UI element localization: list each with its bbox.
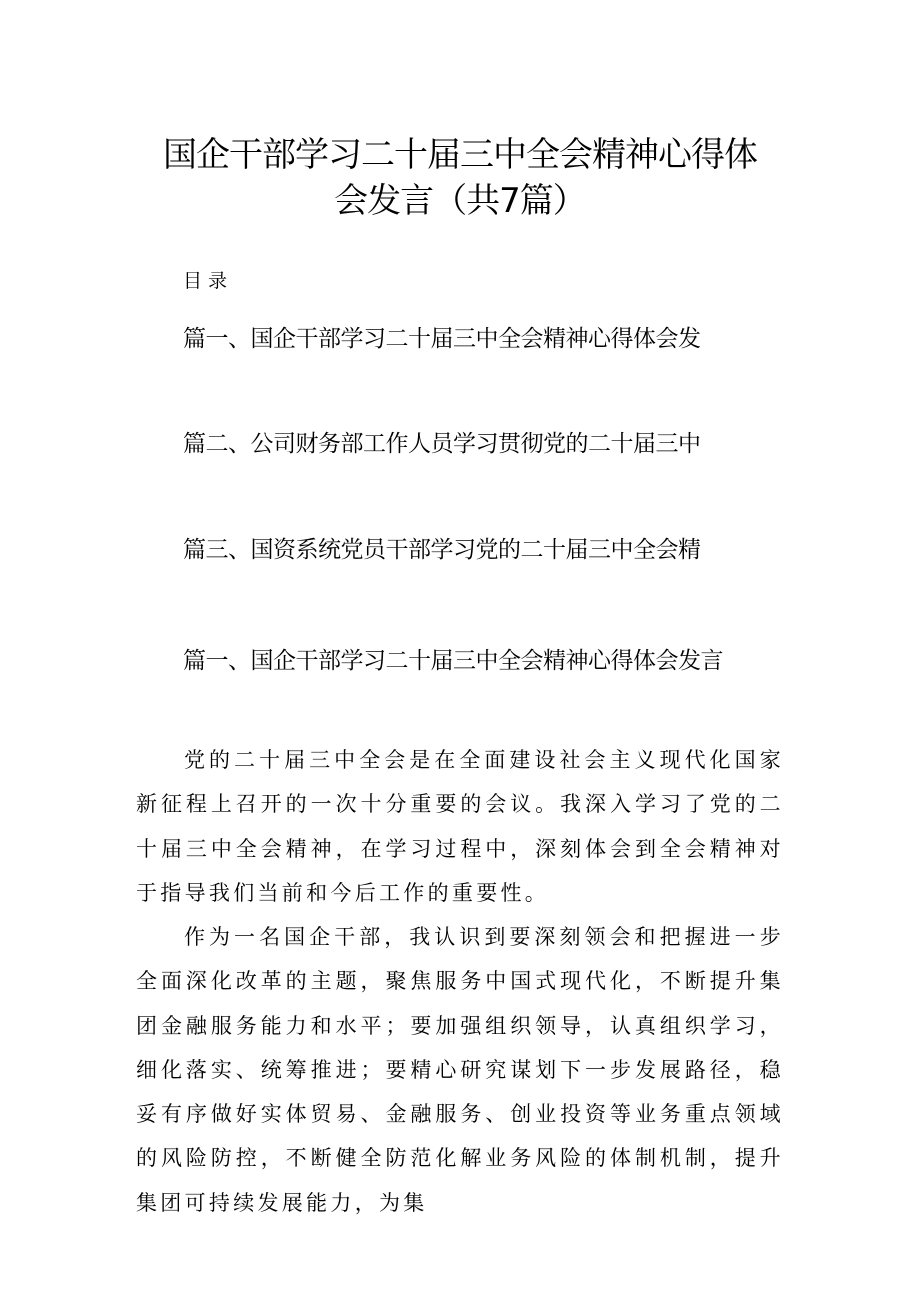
toc-item-1[interactable]: 篇一、国企干部学习二十届三中全会精神心得体会发 bbox=[183, 326, 701, 352]
body-paragraph-1: 党的二十届三中全会是在全面建设社会主义现代化国家新征程上召开的一次十分重要的会议。我深入学习了党的二十届三中全会精神，在学习过程中，深刻体会到全会精神对于指导我们当前和今后工作的重要性。 bbox=[136, 748, 784, 905]
toc-item-3[interactable]: 篇三、国资系统党员干部学习党的二十届三中全会精 bbox=[183, 537, 701, 563]
toc-item-2[interactable]: 篇二、公司财务部工作人员学习贯彻党的二十届三中 bbox=[183, 431, 701, 457]
toc-label: 目录 bbox=[183, 270, 234, 292]
title-line-1: 国企干部学习二十届三中全会精神心得体 bbox=[163, 135, 757, 175]
title-line-2: 会发言（共7篇） bbox=[334, 181, 586, 221]
section-heading: 篇一、国企干部学习二十届三中全会精神心得体会发言 bbox=[183, 648, 723, 674]
document-title bbox=[120, 132, 800, 224]
body-paragraph-2: 作为一名国企干部，我认识到要深刻领会和把握进一步全面深化改革的主题，聚焦服务中国式现代化，不断提升集团金融服务能力和水平；要加强组织领导，认真组织学习，细化落实、统筹推进；要精心研究谋划下一步发展路径，稳妥有序做好实体贸易、金融服务、创业投资等业务重点领域的风险防控，不断健全防范化解业务风险的体制机制，提升集团可持续发展能力，为集 bbox=[136, 925, 784, 1215]
